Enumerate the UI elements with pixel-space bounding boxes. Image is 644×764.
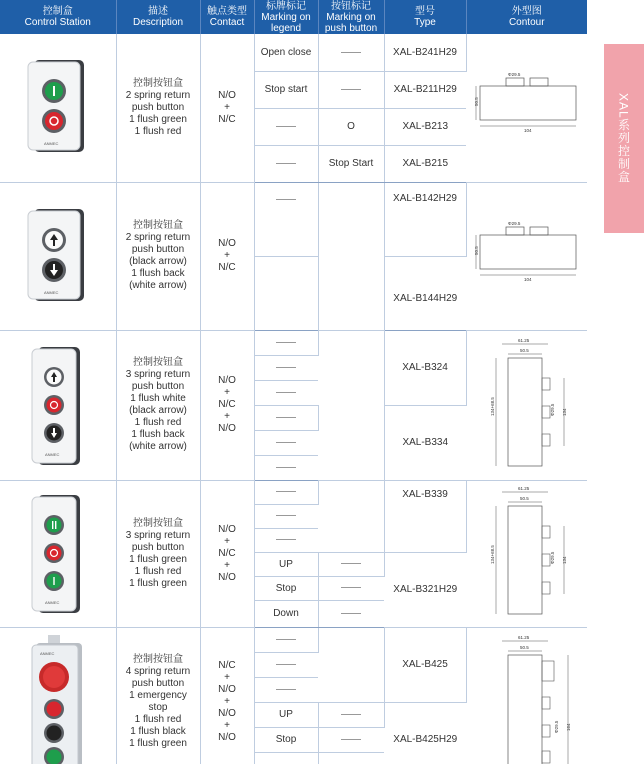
legend-cell: UP: [254, 552, 318, 576]
push-cell: [318, 600, 384, 627]
push-cell: [318, 480, 384, 552]
contact-1: N/O + N/C: [200, 34, 254, 182]
contour-drawing: [472, 334, 582, 474]
push-cell: [318, 330, 384, 480]
push-cell: [318, 34, 384, 71]
legend-cell: [254, 752, 318, 764]
legend-cell: UP: [254, 702, 318, 727]
legend-cell: [254, 677, 318, 702]
table-row: [0, 330, 587, 355]
legend-cell: [254, 480, 318, 504]
svg-text:Φ29.5: Φ29.5: [553, 720, 559, 733]
legend-cell: [254, 405, 318, 430]
legend-cell: [254, 528, 318, 552]
contour-1: [466, 34, 587, 182]
type-cell: XAL-B213: [384, 108, 466, 145]
header-contact: 触点类型 Contact: [200, 0, 254, 34]
svg-text:ANMEC: ANMEC: [39, 650, 55, 656]
description-1: 控制按钮盒 2 spring return push button 1 flush green 1 flush red: [116, 34, 200, 182]
legend-cell: [254, 652, 318, 677]
description-2: 控制按钮盒 2 spring return push button (black arrow) 1 flush back (white arrow): [116, 182, 200, 330]
push-cell: [318, 627, 384, 702]
station-image-4: [0, 480, 116, 627]
legend-cell: Open close: [254, 34, 318, 71]
svg-text:164: 164: [565, 722, 571, 731]
legend-cell: [254, 455, 318, 480]
type-cell: XAL-B425: [384, 627, 466, 702]
legend-cell: Down: [254, 600, 318, 627]
svg-text:50.5: 50.5: [473, 97, 479, 107]
control-station-2-button-icon: [18, 56, 98, 156]
contact-2: N/O + N/C: [200, 182, 254, 330]
svg-text:134+68.5: 134+68.5: [489, 396, 495, 416]
header-row: [0, 0, 587, 34]
contour-drawing: [472, 631, 582, 764]
legend-cell: [254, 145, 318, 182]
series-side-tab: [604, 44, 644, 233]
legend-cell: [254, 380, 318, 405]
contact-5: N/C + N/O + N/O + N/O: [200, 627, 254, 764]
push-cell: O: [318, 108, 384, 145]
type-cell: XAL-B144H29: [384, 256, 466, 330]
svg-text:50.5: 50.5: [519, 644, 529, 650]
push-cell: [318, 576, 384, 600]
type-cell: XAL-B339: [384, 480, 466, 552]
type-cell: XAL-B215: [384, 145, 466, 182]
contour-2: [466, 182, 587, 330]
svg-text:61.25: 61.25: [517, 634, 530, 640]
station-image-3: [0, 330, 116, 480]
push-cell: Stop Start: [318, 145, 384, 182]
legend-cell: Stop: [254, 576, 318, 600]
svg-text:61.25: 61.25: [517, 486, 530, 491]
legend-cell: [254, 355, 318, 380]
header-type: 型号 Type: [384, 0, 466, 34]
svg-text:ANMEC: ANMEC: [44, 600, 60, 605]
table-row: [0, 34, 587, 71]
control-station-3-button-green-icon: [18, 487, 98, 617]
series-side-tab-label: XAL系列控制盒: [616, 93, 631, 184]
push-cell: [318, 727, 384, 752]
push-cell: [318, 71, 384, 108]
type-cell: XAL-B321H29: [384, 552, 466, 627]
type-cell: XAL-B425H29: [384, 702, 466, 764]
contour-3: [466, 330, 587, 480]
legend-cell: [254, 108, 318, 145]
svg-text:Φ29.5: Φ29.5: [507, 72, 521, 78]
description-5: 控制按钮盒 4 spring return push button 1 emergency stop 1 flush red 1 flush black 1 flush green: [116, 627, 200, 764]
push-cell: [318, 752, 384, 764]
description-3: 控制按钮盒 3 spring return push button 1 flush white (black arrow) 1 flush red 1 flush back (white arrow): [116, 330, 200, 480]
svg-text:ANMEC: ANMEC: [43, 289, 59, 295]
description-4: 控制按钮盒 3 spring return push button 1 flush green 1 flush red 1 flush green: [116, 480, 200, 627]
header-push: 按钮标记 Marking on push button: [318, 0, 384, 34]
legend-cell: Stop: [254, 727, 318, 752]
header-contour: 外型图 Contour: [466, 0, 587, 34]
contour-drawing: [472, 56, 582, 156]
legend-cell: [254, 182, 318, 256]
svg-text:134: 134: [561, 556, 567, 564]
type-cell: XAL-B142H29: [384, 182, 466, 256]
control-station-4-button-icon: [18, 631, 98, 764]
contour-drawing: [472, 482, 582, 622]
contour-5: [466, 627, 587, 764]
header-station: 控制盒 Control Station: [0, 0, 116, 34]
svg-text:50.5: 50.5: [473, 245, 479, 255]
legend-cell: Stop start: [254, 71, 318, 108]
svg-text:104: 104: [523, 128, 532, 134]
type-cell: XAL-B211H29: [384, 71, 466, 108]
station-image-5: [0, 627, 116, 764]
svg-text:50.5: 50.5: [519, 496, 529, 501]
legend-cell: [254, 430, 318, 455]
svg-text:134+68.5: 134+68.5: [489, 545, 495, 564]
svg-text:Φ29.5: Φ29.5: [549, 403, 555, 416]
push-cell: [318, 552, 384, 576]
type-cell: XAL-B334: [384, 405, 466, 480]
control-station-3-button-icon: [18, 339, 98, 469]
station-image-2: [0, 182, 116, 330]
contact-3: N/O + N/C + N/O: [200, 330, 254, 480]
svg-text:ANMEC: ANMEC: [43, 141, 59, 147]
contour-4: [466, 480, 587, 627]
contour-drawing: [472, 205, 582, 305]
header-description: 描述 Description: [116, 0, 200, 34]
type-cell: XAL-B324: [384, 330, 466, 405]
control-station-arrow-icon: [18, 205, 98, 305]
station-image-1: [0, 34, 116, 182]
push-cell: [318, 702, 384, 727]
svg-text:ANMEC: ANMEC: [44, 451, 60, 457]
legend-cell: [254, 330, 318, 355]
table-row: [0, 627, 587, 652]
legend-cell: [254, 627, 318, 652]
push-cell: [318, 182, 384, 330]
svg-text:Φ29.5: Φ29.5: [549, 551, 555, 564]
svg-text:Φ29.5: Φ29.5: [507, 220, 521, 226]
svg-text:61.25: 61.25: [517, 337, 530, 343]
legend-cell: [254, 504, 318, 528]
type-cell: XAL-B241H29: [384, 34, 466, 71]
svg-text:104: 104: [523, 276, 532, 282]
contact-4: N/O + N/C + N/O: [200, 480, 254, 627]
table-row: [0, 480, 587, 504]
svg-text:134: 134: [561, 407, 567, 416]
legend-cell: [254, 256, 318, 330]
table-row: [0, 182, 587, 256]
svg-text:50.5: 50.5: [519, 347, 529, 353]
header-legend: 标牌标记 Marking on legend: [254, 0, 318, 34]
